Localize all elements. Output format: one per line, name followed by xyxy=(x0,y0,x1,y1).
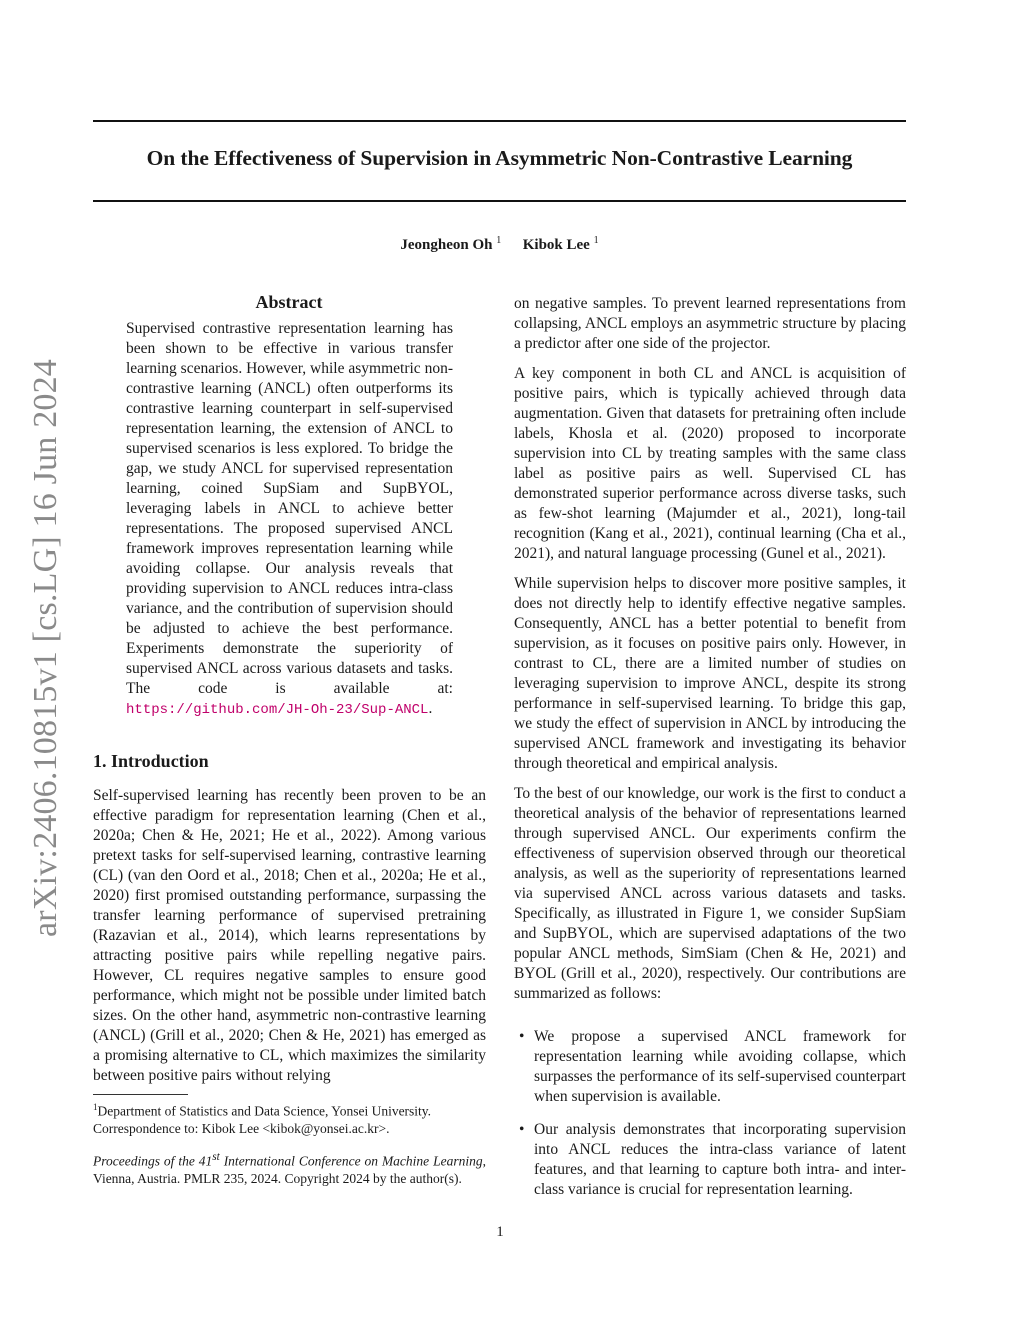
section-heading-introduction: 1. Introduction xyxy=(93,751,209,771)
bullet-glyph: • xyxy=(519,1028,525,1045)
body-paragraph: on negative samples. To prevent learned representations from collapsing, ANCL employs an asymmetric structure by placing a predictor after one side of the projector. xyxy=(514,295,906,352)
author-name: Kibok Lee xyxy=(522,237,590,253)
author-list xyxy=(93,235,906,254)
right-column-body xyxy=(514,294,906,1014)
list-item-text: We propose a supervised ANCL framework for representation learning while avoiding collapse, which surpasses the performance of its self-supervised counterpart when supervision is available. xyxy=(534,1028,906,1105)
arxiv-identifier-stamp: arXiv:2406.10815v1 [cs.LG] 16 Jun 2024 xyxy=(27,359,64,937)
contributions-list xyxy=(514,1027,906,1213)
footnote-divider xyxy=(93,1094,188,1095)
body-paragraph: A key component in both CL and ANCL is acquisition of positive pairs, which is typically achieved through data augmentation. Given that datasets for pretraining often include labels, Khosla et al. (2020) proposed to incorporate supervision into CL by treating samples with the same class label as positive pairs as well. Supervised CL has demonstrated superior performance across diverse tasks, such as few-shot learning (Majumder et al., 2021), long-tail recognition (Kang et al., 2021), continual learning (Cha et al., 2021), and natural language processing (Gunel et al., 2021). xyxy=(514,365,906,562)
bullet-glyph: • xyxy=(519,1121,525,1138)
body-paragraph: While supervision helps to discover more positive samples, it does not directly help to identify effective negative samples. Consequently, ANCL has a better potential to benefit from supervision, as it focuses on positive pairs only. However, in contrast to CL, there are a limited number of studies on leveraging supervision to improve ANCL, despite its strong performance in self-supervised learning. To bridge this gap, we study the effect of supervision in ANCL by introducing the supervised ANCL framework and investigating its behavior through theoretical and empirical analysis. xyxy=(514,575,906,772)
affiliation-mark: 1 xyxy=(496,235,502,246)
abstract-body-text: Supervised contrastive representation learning has been shown to be effective in various transfer learning scenarios. However, while asymmetric non-contrastive learning (ANCL) often outperforms its contrastive learning counterpart in self-supervised representation learning, the extension of ANCL to supervised scenarios is less explored. To bridge the gap, we study ANCL for supervised representation learning, coined SupSiam and SupBYOL, leveraging labels in ANCL to achieve better representations. The proposed supervised ANCL framework improves representation learning while avoiding collapse. Our analysis reveals that providing supervision to ANCL reduces intra-class variance, and the contribution of supervision should be adjusted to achieve the best performance. Experiments demonstrate the superiority of supervised ANCL across various datasets and tasks. The code is available at: xyxy=(126,320,453,697)
title-rule-bottom xyxy=(93,200,906,202)
proceedings-italic-lead: Proceedings of the 41 xyxy=(93,1153,213,1169)
proceedings-rest: , Vienna, Austria. PMLR 235, 2024. Copyright 2024 by the author(s). xyxy=(93,1153,486,1186)
title-rule-top xyxy=(93,120,906,122)
footnote-text: Department of Statistics and Data Science, Yonsei University. Correspondence to: Kibok Lee <kibok@yonsei.ac.kr>. xyxy=(93,1103,432,1136)
page-number: 1 xyxy=(496,1224,504,1240)
footnote-mark: 1 xyxy=(93,1102,98,1112)
list-item-text: Our analysis demonstrates that incorporating supervision into ANCL reduces the intra-class variance of latent features, and that learning to capture both intra- and inter-class variance is crucial for representation learning. xyxy=(534,1121,906,1198)
list-item xyxy=(514,1120,906,1200)
affiliation-mark: 1 xyxy=(593,235,599,246)
proceedings-notice xyxy=(93,1149,486,1187)
introduction-paragraph: Self-supervised learning has recently been proven to be an effective paradigm for representation learning (Chen et al., 2020a; Chen & He, 2021; He et al., 2022). Among various pretext tasks for self-supervised learning, contrastive learning (CL) (van den Oord et al., 2018; Chen et al., 2020a; He et al., 2020) first promised outstanding performance, surpassing the transfer learning performance of supervised pretraining (Razavian et al., 2014), which learns representations by attracting positive pairs while repelling negative pairs. However, CL requires negative samples to ensure good performance, which might not be possible under limited batch sizes. On the other hand, asymmetric non-contrastive learning (ANCL) (Grill et al., 2020; Chen & He, 2021) has emerged as a promising alternative to CL, which maximizes the similarity between positive pairs without relying xyxy=(93,787,486,1084)
proceedings-italic-tail: International Conference on Machine Learning xyxy=(219,1153,483,1169)
proceedings-ordinal: st xyxy=(212,1151,220,1163)
author-name: Jeongheon Oh xyxy=(400,237,493,253)
abstract-text xyxy=(126,319,453,720)
paper-title: On the Effectiveness of Supervision in Asymmetric Non-Contrastive Learning xyxy=(146,146,853,170)
abstract-heading: Abstract xyxy=(255,292,323,312)
code-url-link[interactable]: https://github.com/JH-Oh-23/Sup-ANCL xyxy=(126,702,429,718)
list-item xyxy=(514,1027,906,1107)
abstract-end-punct: . xyxy=(428,700,433,717)
body-paragraph: To the best of our knowledge, our work is the first to conduct a theoretical analysis of the behavior of representations learned through supervised ANCL. Our experiments confirm the effectiveness of supervision observed through our theoretical analysis, as well as the superiority of representations learned via supervised ANCL across various datasets and tasks. Specifically, as illustrated in Figure 1, we consider SupSiam and SupBYOL, which are supervised adaptations of the two popular ANCL methods, SimSiam (Chen & He, 2021) and BYOL (Grill et al., 2020), respectively. Our contributions are summarized as follows: xyxy=(514,785,906,1002)
affiliation-footnote xyxy=(93,1099,493,1137)
